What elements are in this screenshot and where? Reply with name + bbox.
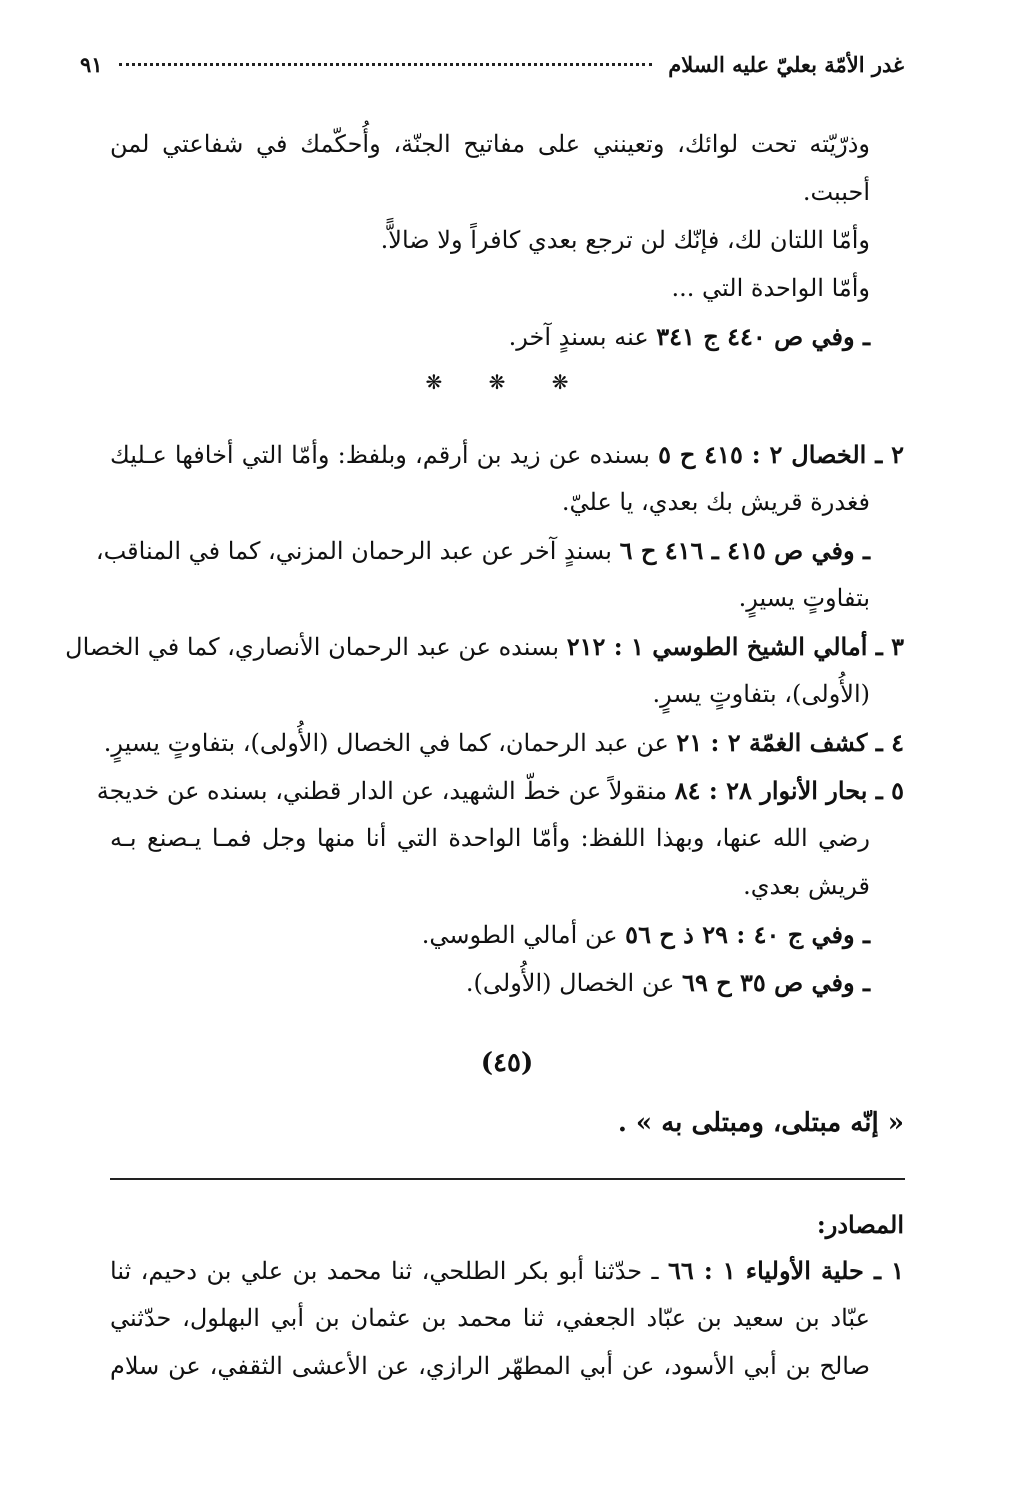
text-line: عبّاد بن سعيد بن عبّاد الجعفي، ثنا محمد بن عثمان بن أبي البهلول، حدّثني [110,1304,870,1332]
sources-heading: المصادر: [816,1210,904,1239]
text-line: (الأُولى)، بتفاوتٍ يسرٍ. [652,680,870,708]
text-line: ـ وفي ج ٤٠ : ٢٩ ذ ح ٥٦ عن أمالي الطوسي. [421,920,870,949]
header-dot-leader [119,63,653,66]
text-line: قريش بعدي. [743,872,870,900]
text-line: ـ وفي ص ٤٤٠ ج ٣٤١ عنه بسندٍ آخر. [508,322,870,351]
source-entry-1: ١ ـ حلية الأولياء ١ : ٦٦ ـ حدّثنا أبو بكر الطلحي، ثنا محمد بن علي بن دحيم، ثنا [110,1256,905,1285]
section-quote: « إنّه مبتلى، ومبتلى به » . [617,1108,904,1138]
text-line: صالح بن أبي الأسود، عن أبي المطهّر الرازي، عن الأعشى الثقفي، عن سلام [110,1352,870,1380]
footnote-divider [110,1178,905,1180]
source-entry-5: ٥ ـ بحار الأنوار ٢٨ : ٨٤ منقولاً عن خطّ الشهيد، عن الدار قطني، بسنده عن خديجة [96,776,904,805]
source-entry-4: ٤ ـ كشف الغمّة ٢ : ٢١ عن عبد الرحمان، كما في الخصال (الأُولى)، بتفاوتٍ يسيرٍ. [103,728,904,757]
text-line: وذرّيّته تحت لوائك، وتعينني على مفاتيح الجنّة، وأُحكّمك في شفاعتي لمن [110,130,870,158]
text-line: أحببت. [802,178,870,206]
header-title: غدر الأمّة بعليّ عليه السلام [668,52,904,77]
section-separator: ❋ ❋ ❋ [425,370,589,394]
source-entry-3: ٣ ـ أمالي الشيخ الطوسي ١ : ٢١٢ بسنده عن عبد الرحمان الأنصاري، كما في الخصال [65,632,904,661]
text-line: فغدرة قريش بك بعدي، يا عليّ. [561,488,870,516]
text-line: ـ وفي ص ٤١٥ ـ ٤١٦ ح ٦ بسندٍ آخر عن عبد الرحمان المزني، كما في المناقب، [95,536,870,565]
text-line: رضي الله عنها، وبهذا اللفظ: وأمّا الواحدة التي أنا منها وجل فمـا يـصنع بـه [110,824,870,852]
text-line: وأمّا اللتان لك، فإنّك لن ترجع بعدي كافراً ولا ضالاًّ. [380,226,870,254]
source-entry-2: ٢ ـ الخصال ٢ : ٤١٥ ح ٥ بسنده عن زيد بن أرقم، وبلفظ: وأمّا التي أخافها عـليك [110,440,905,469]
text-line: وأمّا الواحدة التي ... [671,274,870,302]
text-line: ـ وفي ص ٣٥ ح ٦٩ عن الخصال (الأُولى). [465,968,870,997]
running-header [80,52,904,77]
section-number: (٤٥) [480,1048,534,1078]
page-number: ٩١ [80,52,103,77]
text-line: بتفاوتٍ يسيرٍ. [738,584,870,612]
